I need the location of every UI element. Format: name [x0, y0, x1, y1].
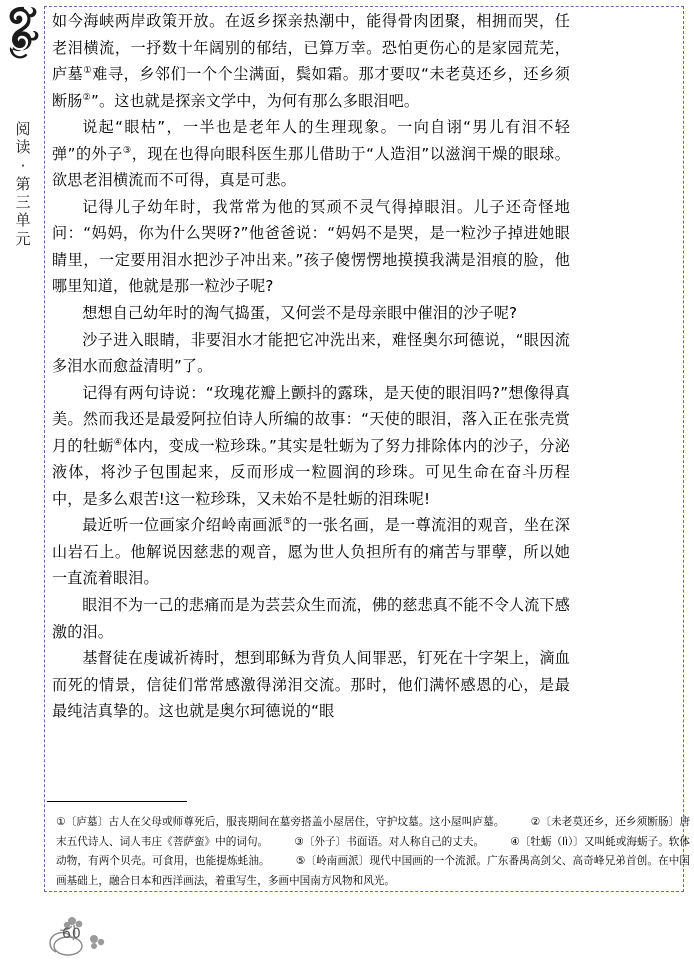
footnote-definition: 又叫蚝或海蛎子。软体动物，有两个贝壳。可食用，也能提炼蚝油。: [56, 835, 691, 868]
footnote-term: 〔外子〕: [303, 835, 347, 848]
footnote-marker[interactable]: ③: [122, 144, 132, 156]
footnote-list: [56, 813, 690, 891]
footnote-number: ②: [530, 816, 541, 828]
page-number: 60: [62, 926, 82, 942]
footnote-term: 〔牡蛎（lì）〕: [519, 835, 584, 848]
running-head-char: 阅: [15, 120, 31, 138]
article-paragraph: 基督徒在虔诚祈祷时，想到耶稣为背负人间罪恶，钉死在十字架上，滴血而死的情景，信徒们常常感激得涕泪交流。那时，他们满怀感恩的心，是最最纯洁真挚的。这也就是奥尔珂德说的“眼: [52, 649, 570, 721]
footnote-definition: 古人在父母或师尊死后，服丧期间在墓旁搭盖小屋居住，守护坟墓。这小屋叫庐墓。: [108, 816, 505, 828]
running-head-char: 三: [15, 193, 31, 212]
footnote-term: 〔岭南画派〕: [305, 855, 370, 868]
footnote-item: [294, 836, 484, 848]
article-body: [52, 8, 570, 725]
article-paragraph: 说起“眼枯”，一半也是老年人的生理现象。一向自诩“男儿有泪不轻弹”的外子③，现在也得向眼科医生那儿借助于“人造泪”以滋润干燥的眼球。欲思老泪横流而不可得，真是可悲。: [52, 118, 570, 190]
article-paragraph: 记得儿子幼年时，我常常为他的冥顽不灵气得掉眼泪。儿子还奇怪地问：“妈妈，你为什么哭呀?”他爸爸说：“妈妈不是哭，是一粒沙子掉进她眼睛里，一定要用泪水把沙子冲出来。”孩子傻愣愣地摸摸我满是泪痕的脸，他哪里知道，他就是那一粒沙子呢?: [52, 197, 570, 296]
article-paragraph: 沙子进入眼睛，非要泪水才能把它冲洗出来，难怪奥尔珂德说，“眼因流多泪水而愈益清明”了。: [52, 330, 570, 376]
running-head-char: ·: [20, 156, 26, 175]
footnote-term: 〔未老莫还乡，还乡须断肠〕: [540, 816, 680, 828]
running-head-char: 单: [15, 211, 31, 230]
footnote-marker[interactable]: ②: [82, 91, 92, 103]
running-head-char: 第: [15, 174, 31, 193]
footnote-definition: 唐末五代诗人、词人韦庄《菩萨蛮》中的词句。: [56, 816, 691, 848]
article-paragraph: 记得有两句诗说：“玫瑰花瓣上颤抖的露珠，是天使的眼泪吗?”想像得真美。然而我还是最爱阿拉伯诗人所编的故事：“天使的眼泪，落入正在张壳赏月的牡蛎④体内，变成一粒珍珠。”其实是牡蛎为了努力排除体内的沙子，分泌液体，将沙子包围起来，反而形成一粒圆润的珍珠。可见生命在奋斗历程中，是多么艰苦!这一粒珍珠，又未始不是牡蛎的泪珠呢!: [52, 383, 570, 508]
article-paragraph: 如今海峡两岸政策开放。在返乡探亲热潮中，能得骨肉团聚，相拥而哭，任老泪横流，一抒数十年阔别的郁结，已算万幸。恐怕更伤心的是家园荒芜，庐墓①难寻，乡邻们一个个尘满面，鬓如霜。那才要叹“未老莫还乡，还乡须断肠②”。这也就是探亲文学中，为何有那么多眼泪吧。: [52, 12, 570, 110]
footnote-number: ④: [510, 835, 520, 848]
running-head: [8, 120, 38, 248]
footnote-marker[interactable]: ④: [113, 436, 123, 448]
floral-swirl-ornament: [4, 4, 44, 66]
footnote-number: ①: [56, 816, 66, 828]
article-paragraph: 眼泪不为一己的悲痛而是为芸芸众生而流，佛的慈悲真不能不令人流下感激的泪。: [52, 596, 570, 641]
footnote-definition: 书面语。对人称自己的丈夫。: [346, 835, 485, 848]
footnote-item: [56, 816, 505, 828]
footnote-marker[interactable]: ①: [83, 65, 93, 77]
running-head-char: 元: [15, 229, 31, 248]
footnote-term: 〔庐墓〕: [65, 816, 109, 828]
footnote-marker[interactable]: ⑤: [283, 516, 292, 528]
footnote-definition: 现代中国画的一个流派。广东番禺高剑父、高奇峰兄弟首创。在中国画基础上，融合日本和西洋画法，着重写生，多画中国南方风物和风光。: [56, 855, 691, 887]
article-paragraph: 想想自己幼年时的淘气捣蛋，又何尝不是母亲眼中催泪的沙子呢?: [82, 304, 518, 323]
running-head-char: 读: [15, 138, 31, 157]
footnote-number: ③: [294, 835, 304, 848]
footnote-number: ⑤: [295, 855, 306, 868]
footnote-separator-rule: [47, 801, 187, 802]
article-paragraph: 最近听一位画家介绍岭南画派⑤的一张名画，是一尊流泪的观音，坐在深山岩石上。他解说因慈悲的观音，愿为世人负担所有的痛苦与罪孽，所以她一直流着眼泪。: [52, 516, 571, 588]
